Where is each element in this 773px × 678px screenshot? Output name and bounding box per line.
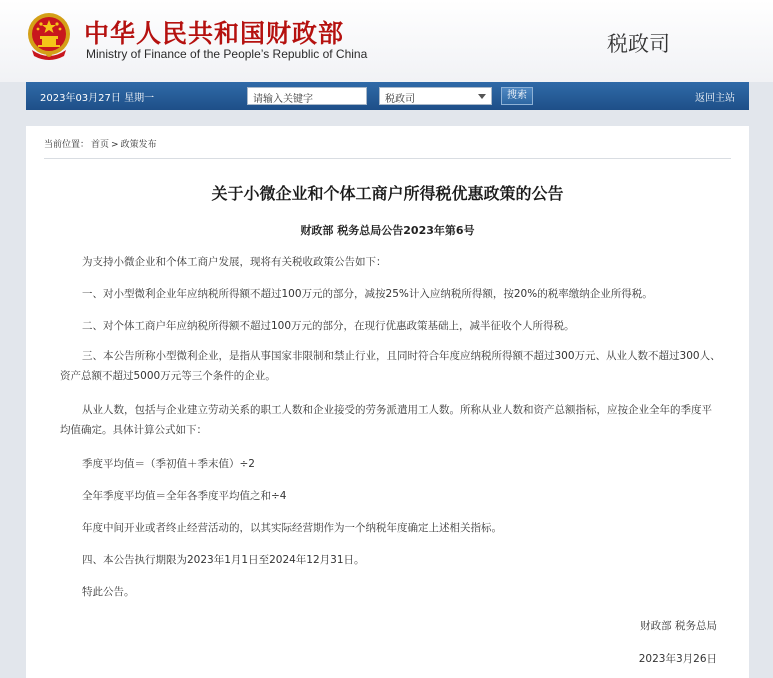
paragraph: 从业人数，包括与企业建立劳动关系的职工人数和企业接受的劳务派遣用工人数。所称从业人数和资产总额指标，应按企业全年的季度平均值确定。具体计算公式如下： — [60, 404, 712, 436]
formula: 季度平均值＝（季初值＋季末值）÷2 — [82, 458, 255, 470]
paragraph: 三、本公告所称小型微利企业，是指从事国家非限制和禁止行业，且同时符合年度应纳税所得额不超过300万元、从业人数不超过300人、资产总额不超过5000万元等三个条件的企业。 — [60, 350, 721, 382]
search-button[interactable]: 搜索 — [501, 87, 533, 105]
breadcrumb-current-link[interactable]: 政策发布 — [120, 140, 157, 150]
divider — [44, 158, 731, 159]
site-title[interactable]: 中华人民共和国财政部 — [84, 19, 345, 48]
paragraph: 年度中间开业或者终止经营活动的，以其实际经营期作为一个纳税年度确定上述相关指标。 — [82, 522, 502, 534]
document-number: 财政部 税务总局公告2023年第6号 — [300, 224, 475, 237]
paragraph: 为支持小微企业和个体工商户发展，现将有关税收政策公告如下： — [82, 256, 387, 268]
breadcrumb-home-link[interactable]: 首页 — [91, 140, 110, 150]
paragraph: 一、对小型微利企业年应纳税所得额不超过100万元的部分，减按25%计入应纳税所得额，按20%的税率缴纳企业所得税。 — [82, 288, 653, 300]
paragraph: 特此公告。 — [82, 586, 135, 598]
category-select[interactable] — [379, 87, 492, 105]
search-input[interactable]: 请输入关键字 — [247, 87, 367, 105]
current-date: 2023年03月27日 星期一 — [40, 93, 155, 104]
chevron-down-icon — [478, 94, 486, 99]
breadcrumb — [44, 137, 159, 150]
paragraph: 二、对个体工商户年应纳税所得额不超过100万元的部分，在现行优惠政策基础上，减半征收个人所得税。 — [82, 320, 575, 332]
category-select-value: 税政司 — [385, 94, 415, 105]
return-home-link[interactable]: 返回主站 — [695, 93, 735, 104]
breadcrumb-prefix: 当前位置： — [44, 140, 90, 150]
breadcrumb-separator: > — [111, 140, 119, 150]
content-card — [26, 126, 749, 678]
document-title: 关于小微企业和个体工商户所得税优惠政策的公告 — [211, 184, 564, 203]
document-date: 2023年3月26日 — [638, 653, 717, 665]
paragraph: 四、本公告执行期限为2023年1月1日至2024年12月31日。 — [82, 554, 365, 566]
signature: 财政部 税务总局 — [640, 620, 717, 632]
nav-bar — [26, 82, 749, 110]
site-header — [0, 0, 773, 82]
department-name: 税政司 — [607, 32, 670, 56]
formula: 全年季度平均值＝全年各季度平均值之和÷4 — [82, 490, 287, 502]
site-title-english: Ministry of Finance of the People’s Republic of China — [86, 47, 368, 61]
national-emblem-icon[interactable] — [26, 12, 72, 62]
